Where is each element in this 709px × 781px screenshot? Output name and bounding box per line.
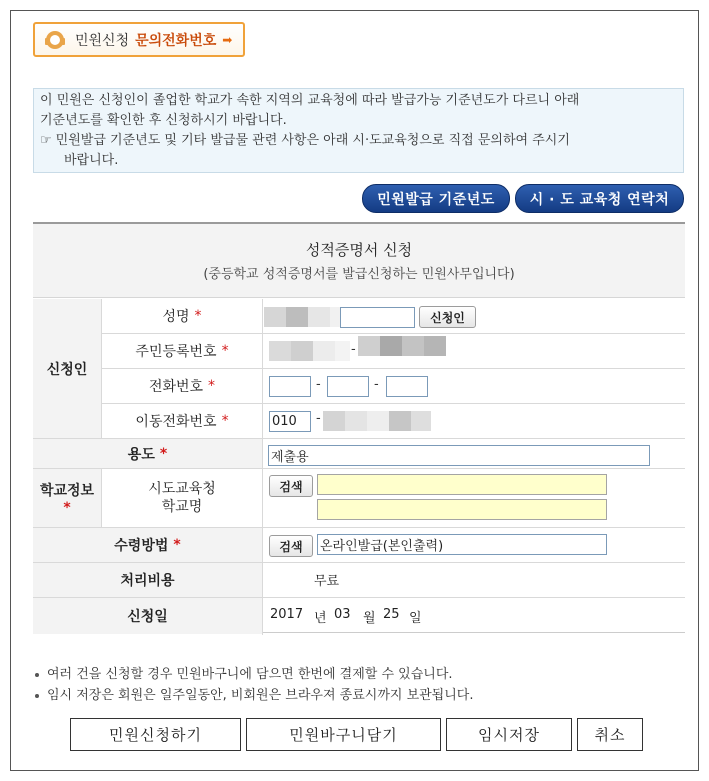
purpose-label-text: 용도 xyxy=(127,446,155,463)
form-subtitle: (중등학교 성적증명서를 발급신청하는 민원사무입니다) xyxy=(203,267,515,282)
receive-method-label xyxy=(33,528,262,562)
required-mark: * xyxy=(221,413,229,429)
col-divider xyxy=(262,299,263,635)
row-divider xyxy=(33,597,685,598)
school-search-button[interactable]: 검색 xyxy=(269,475,313,497)
date-year: 2017 xyxy=(270,607,304,622)
mobile-prefix-input[interactable]: 010 xyxy=(269,411,311,432)
row-divider xyxy=(102,333,685,334)
standard-year-button[interactable]: 민원발급 기준년도 xyxy=(362,184,510,213)
cancel-button[interactable]: 취소 xyxy=(577,718,643,751)
col-divider xyxy=(101,469,102,527)
mobile-label-text: 이동전화번호 xyxy=(135,414,217,430)
required-mark: * xyxy=(173,537,181,553)
form-header xyxy=(33,224,685,298)
bullet-dot xyxy=(35,694,39,698)
required-mark: * xyxy=(221,343,229,359)
info-bullet xyxy=(35,664,474,685)
applicant-button[interactable]: 신청인 xyxy=(419,306,476,328)
office-of-education-label: 시도교육청 xyxy=(148,481,216,497)
fee-label-text: 처리비용 xyxy=(120,573,175,589)
redacted-mobile xyxy=(345,411,367,431)
redacted-rrn xyxy=(380,336,402,356)
fee-value: 무료 xyxy=(314,574,340,589)
required-mark: * xyxy=(63,500,71,516)
school-sub-label xyxy=(102,469,262,527)
date-month-unit: 월 xyxy=(363,611,376,626)
required-mark: * xyxy=(208,378,216,394)
date-label xyxy=(33,598,262,634)
redacted-rrn xyxy=(402,336,424,356)
info-bullet-text: 여러 건을 신청할 경우 민원바구니에 담으면 한번에 결제할 수 있습니다. xyxy=(47,667,453,682)
info-bullet-text: 임시 저장은 회원은 일주일동안, 비회원은 브라우져 종료시까지 보관됩니다. xyxy=(47,688,474,703)
info-bullet xyxy=(35,685,474,706)
date-day-unit: 일 xyxy=(409,611,422,626)
date-month: 03 xyxy=(334,607,351,622)
purpose-input[interactable]: 제출용 xyxy=(268,445,650,466)
arrow-right-icon: ➡ xyxy=(222,32,233,47)
redacted-name xyxy=(308,307,330,327)
redacted-rrn xyxy=(313,341,335,361)
redacted-name xyxy=(264,307,286,327)
school-info-label xyxy=(33,469,101,527)
notice-box xyxy=(33,88,684,173)
redacted-rrn xyxy=(269,341,291,361)
notice-line-3: 민원발급 기준년도 및 기타 발급물 관련 사항은 아래 시·도교육청으로 직접 문의하여 주시기 xyxy=(55,133,570,148)
row-divider xyxy=(102,368,685,369)
row-divider xyxy=(33,562,685,563)
phone-dash: - xyxy=(374,377,379,392)
receive-method-input[interactable]: 온라인발급(본인출력) xyxy=(317,534,607,555)
apply-button[interactable]: 민원신청하기 xyxy=(70,718,241,751)
name-label-text: 성명 xyxy=(162,309,190,325)
headset-icon xyxy=(43,29,69,51)
receive-search-button[interactable]: 검색 xyxy=(269,535,313,557)
office-contacts-button[interactable]: 시 · 도 교육청 연락처 xyxy=(515,184,684,213)
redacted-name xyxy=(286,307,308,327)
row-divider xyxy=(33,438,685,439)
applicant-group-text: 신청인 xyxy=(46,361,88,378)
school-name-input[interactable] xyxy=(317,499,607,520)
redacted-mobile xyxy=(323,411,345,431)
school-name-label: 학교명 xyxy=(161,499,203,515)
notice-line-3-wrap xyxy=(40,131,677,151)
applicant-group-label xyxy=(33,299,101,438)
mobile-label xyxy=(102,404,262,438)
temp-save-button[interactable]: 임시저장 xyxy=(446,718,572,751)
pointing-hand-icon: ☞ xyxy=(40,133,52,148)
notice-line-1: 이 민원은 신청인이 졸업한 학교가 속한 지역의 교육청에 따라 발급가능 기준년도가 다르니 아래 xyxy=(40,93,580,108)
name-label xyxy=(102,299,262,333)
name-input[interactable] xyxy=(340,307,415,328)
row-divider xyxy=(102,403,685,404)
contact-number-button[interactable] xyxy=(33,22,245,57)
notice-line-4: 바랍니다. xyxy=(64,153,119,168)
info-bullets xyxy=(35,664,474,706)
date-year-unit: 년 xyxy=(314,611,327,626)
date-day: 25 xyxy=(383,607,400,622)
office-of-education-input[interactable] xyxy=(317,474,607,495)
form-title: 성적증명서 신청 xyxy=(305,241,413,259)
phone-input-3[interactable] xyxy=(386,376,428,397)
redacted-rrn xyxy=(291,341,313,361)
phone-dash: - xyxy=(316,377,321,392)
notice-line-2: 기준년도를 확인한 후 신청하시기 바랍니다. xyxy=(40,113,287,128)
required-mark: * xyxy=(194,308,202,324)
row-divider xyxy=(33,527,685,528)
redacted-mobile xyxy=(389,411,411,431)
contact-label-phone: 문의전화번호 xyxy=(135,32,217,49)
phone-input-2[interactable] xyxy=(327,376,369,397)
redacted-rrn xyxy=(335,341,350,361)
col-divider xyxy=(101,299,102,438)
date-label-text: 신청일 xyxy=(127,609,168,625)
redacted-name xyxy=(330,307,340,327)
required-mark: * xyxy=(159,445,168,462)
redacted-rrn xyxy=(358,336,380,356)
row-divider xyxy=(33,468,685,469)
fee-label xyxy=(33,563,262,597)
redacted-mobile xyxy=(411,411,431,431)
bullet-dot xyxy=(35,673,39,677)
redacted-rrn xyxy=(424,336,446,356)
purpose-label xyxy=(33,439,262,468)
phone-input-1[interactable] xyxy=(269,376,311,397)
phone-label xyxy=(102,369,262,403)
redacted-mobile xyxy=(367,411,389,431)
receive-method-label-text: 수령방법 xyxy=(114,538,169,554)
mobile-dash: - xyxy=(316,411,321,426)
phone-label-text: 전화번호 xyxy=(148,379,204,395)
add-to-basket-button[interactable]: 민원바구니담기 xyxy=(246,718,441,751)
application-form xyxy=(33,222,685,633)
rrn-label xyxy=(102,334,262,368)
rrn-dash: - xyxy=(351,342,356,357)
contact-label-apply: 민원신청 xyxy=(75,32,130,49)
rrn-label-text: 주민등록번호 xyxy=(135,344,217,360)
school-info-label-text: 학교정보 xyxy=(39,483,95,499)
